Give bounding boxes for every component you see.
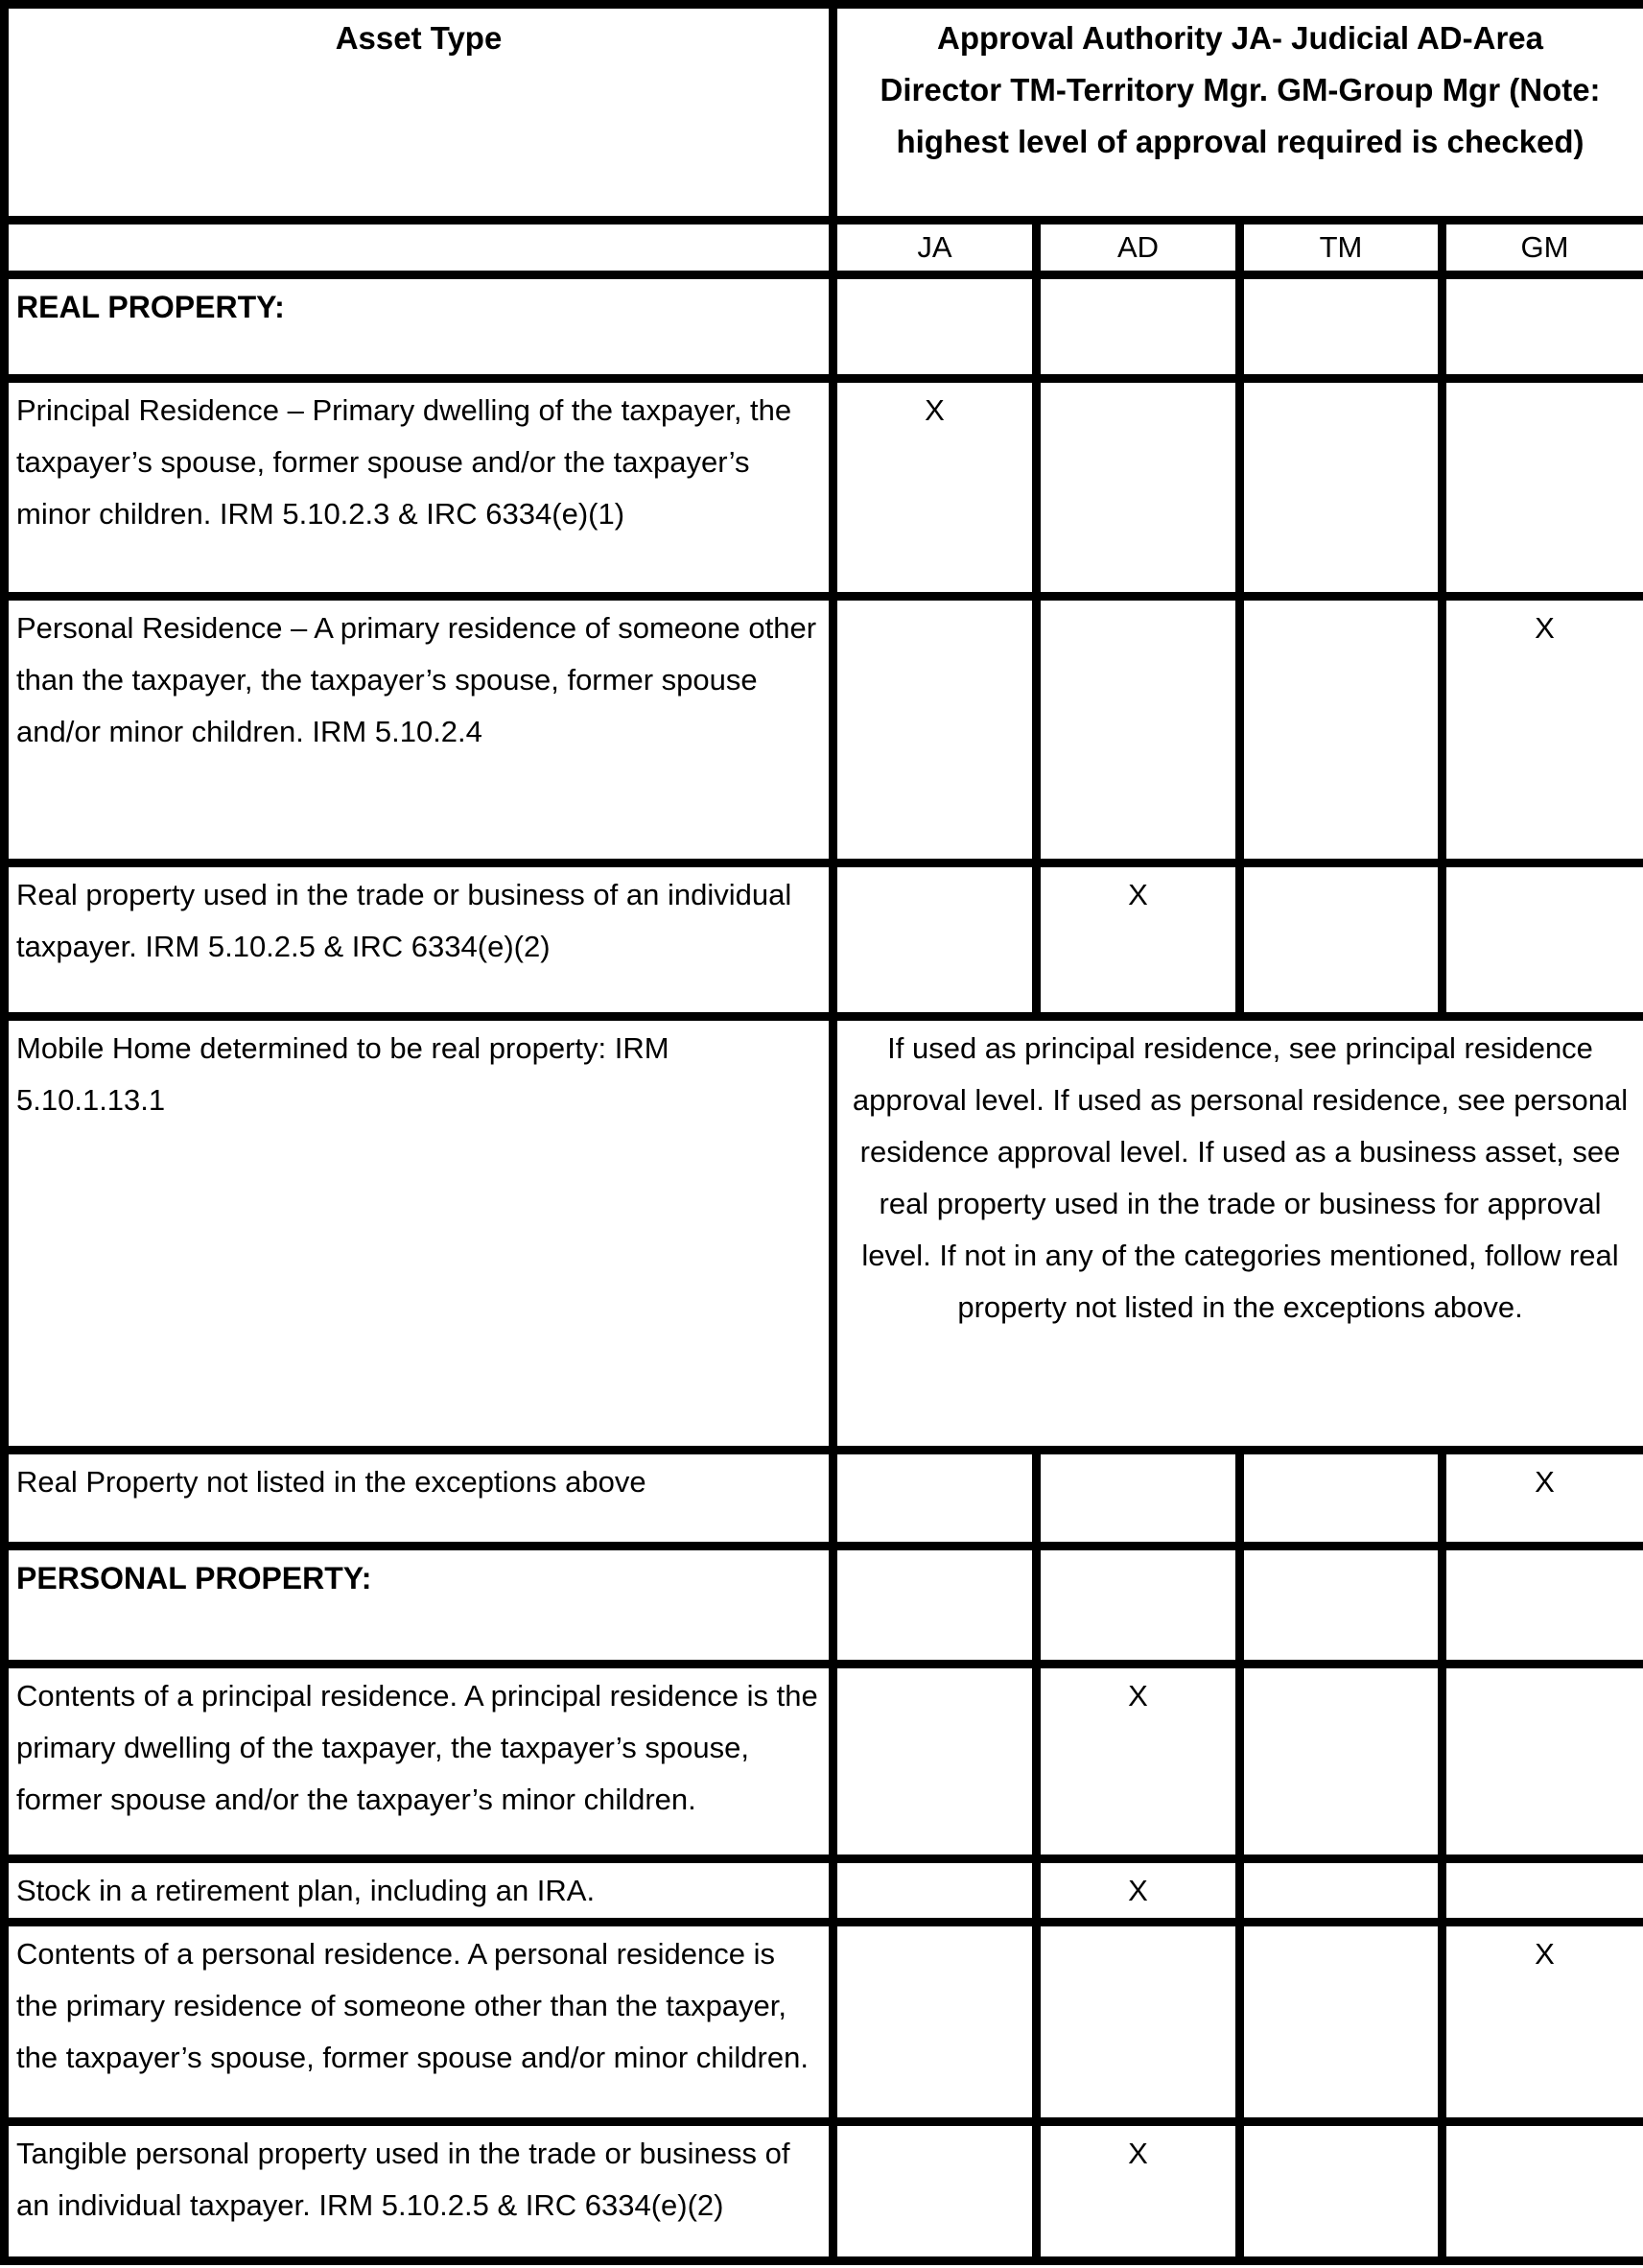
approval-mark-cell-tm	[1240, 1547, 1443, 1665]
approval-mark-cell-ja	[833, 597, 1037, 863]
approval-mark-cell-ja	[833, 1547, 1037, 1665]
asset-label-cell: Mobile Home determined to be real property: IRM 5.10.1.13.1	[5, 1017, 833, 1451]
approval-mark-cell-ja	[833, 1859, 1037, 1923]
approval-mark-cell-tm	[1240, 2122, 1443, 2261]
asset-type-header: Asset Type	[5, 5, 833, 221]
approval-mark-cell-tm	[1240, 597, 1443, 863]
asset-row-contents-principal	[5, 1665, 1643, 1859]
approval-mark-cell-gm: X	[1443, 597, 1643, 863]
section-label-cell: REAL PROPERTY:	[5, 275, 833, 379]
asset-label-cell: Contents of a principal residence. A principal residence is the primary dwelling of the taxpayer, the taxpayer’s spouse, former spouse and/or the taxpayer’s minor children.	[5, 1665, 833, 1859]
asset-label-cell: Real property used in the trade or business of an individual taxpayer. IRM 5.10.2.5 & IRC 6334(e)(2)	[5, 863, 833, 1017]
merged-note-cell: If used as principal residence, see principal residence approval level. If used as personal residence, see personal residence approval level. If used as a business asset, see real property used in the trade or business for approval level. If not in any of the categories mentioned, follow real property not listed in the exceptions above.	[833, 1017, 1643, 1451]
level-header-gm: GM	[1443, 221, 1643, 275]
approval-mark-cell-ad: X	[1037, 2122, 1240, 2261]
approval-mark-cell-ja	[833, 1923, 1037, 2122]
approval-mark-cell-ad	[1037, 379, 1240, 597]
approval-mark-cell-gm	[1443, 2122, 1643, 2261]
level-header-ad: AD	[1037, 221, 1240, 275]
approval-mark-cell-tm	[1240, 1665, 1443, 1859]
asset-row-contents-personal	[5, 1923, 1643, 2122]
approval-mark-cell-gm	[1443, 1859, 1643, 1923]
asset-label-cell: Contents of a personal residence. A personal residence is the primary residence of someone other than the taxpayer, the taxpayer’s spouse, former spouse and/or minor children.	[5, 1923, 833, 2122]
approval-mark-cell-ad	[1037, 1547, 1240, 1665]
approval-mark-cell-gm	[1443, 1547, 1643, 1665]
approval-mark-cell-tm	[1240, 379, 1443, 597]
approval-mark-cell-ja: X	[833, 379, 1037, 597]
level-header-tm: TM	[1240, 221, 1443, 275]
section-row-personal-property	[5, 1547, 1643, 1665]
approval-mark-cell-gm	[1443, 275, 1643, 379]
level-header-row	[5, 221, 1643, 275]
approval-mark-cell-ad: X	[1037, 863, 1240, 1017]
asset-label-cell: Principal Residence – Primary dwelling of the taxpayer, the taxpayer’s spouse, former spouse and/or the taxpayer’s minor children. IRM 5.10.2.3 & IRC 6334(e)(1)	[5, 379, 833, 597]
asset-label-cell: Tangible personal property used in the trade or business of an individual taxpayer. IRM 5.10.2.5 & IRC 6334(e)(2)	[5, 2122, 833, 2261]
table-header-row	[5, 5, 1643, 221]
approval-mark-cell-tm	[1240, 1859, 1443, 1923]
approval-mark-cell-tm	[1240, 1923, 1443, 2122]
approval-mark-cell-gm	[1443, 379, 1643, 597]
approval-mark-cell-ja	[833, 2122, 1037, 2261]
asset-row-personal-residence	[5, 597, 1643, 863]
approval-mark-cell-gm	[1443, 863, 1643, 1017]
asset-row-mobile-home	[5, 1017, 1643, 1451]
approval-mark-cell-tm	[1240, 275, 1443, 379]
asset-label-cell: Personal Residence – A primary residence of someone other than the taxpayer, the taxpayer’s spouse, former spouse and/or minor children. IRM 5.10.2.4	[5, 597, 833, 863]
approval-mark-cell-ja	[833, 1451, 1037, 1547]
approval-mark-cell-ad	[1037, 1451, 1240, 1547]
asset-row-real-property-not-listed	[5, 1451, 1643, 1547]
approval-mark-cell-ad	[1037, 275, 1240, 379]
asset-row-real-property-trade	[5, 863, 1643, 1017]
asset-row-stock-retirement	[5, 1859, 1643, 1923]
approval-mark-cell-ja	[833, 1665, 1037, 1859]
approval-mark-cell-ad	[1037, 597, 1240, 863]
section-label-cell: PERSONAL PROPERTY:	[5, 1547, 833, 1665]
approval-mark-cell-ad: X	[1037, 1859, 1240, 1923]
approval-mark-cell-ja	[833, 275, 1037, 379]
approval-mark-cell-tm	[1240, 1451, 1443, 1547]
approval-mark-cell-ja	[833, 863, 1037, 1017]
approval-mark-cell-ad: X	[1037, 1665, 1240, 1859]
approval-mark-cell-tm	[1240, 863, 1443, 1017]
asset-row-principal-residence	[5, 379, 1643, 597]
approval-mark-cell-ad	[1037, 1923, 1240, 2122]
approval-authority-header: Approval Authority JA- Judicial AD-Area Director TM-Territory Mgr. GM-Group Mgr (Note: highest level of approval required is checked)	[833, 5, 1643, 221]
asset-row-tangible-personal	[5, 2122, 1643, 2261]
level-header-ja: JA	[833, 221, 1037, 275]
asset-label-cell: Real Property not listed in the exceptions above	[5, 1451, 833, 1547]
approval-mark-cell-gm: X	[1443, 1451, 1643, 1547]
section-row-real-property	[5, 275, 1643, 379]
level-header-spacer-cell	[5, 221, 833, 275]
approval-mark-cell-gm	[1443, 1665, 1643, 1859]
approval-mark-cell-gm: X	[1443, 1923, 1643, 2122]
asset-label-cell: Stock in a retirement plan, including an IRA.	[5, 1859, 833, 1923]
